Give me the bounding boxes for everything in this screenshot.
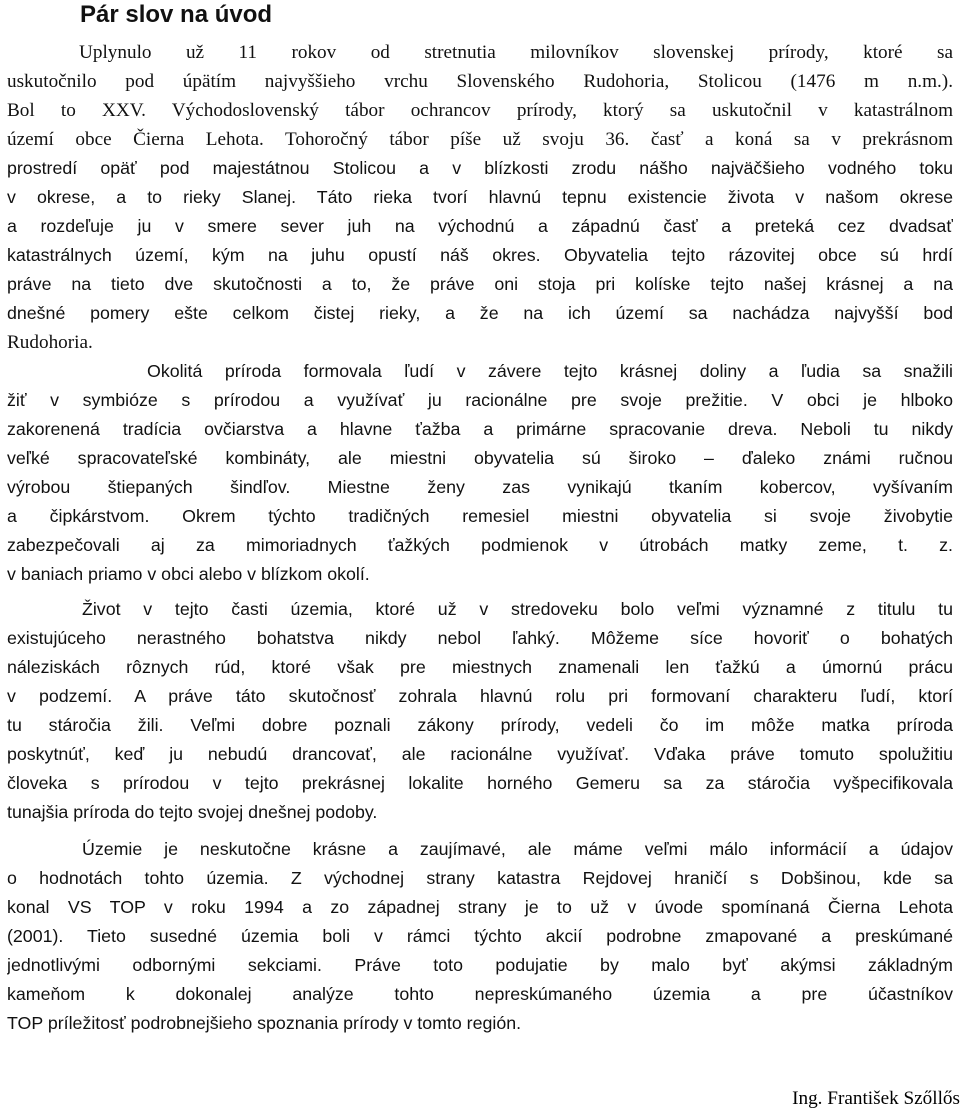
text-line: o hodnotách tohto územia. Z východnej strany katastra Rejdovej hraničí s Dobšinou, kde sa: [7, 868, 953, 888]
text-line: náleziskách rôznych rúd, ktoré však pre miestnych znamenali len ťažkú a úmornú prácu: [7, 657, 953, 677]
text-line: TOP príležitosť podrobnejšieho spoznania prírody v tomto región.: [7, 1013, 522, 1033]
document-page: [7, 0, 953, 1038]
text-line: človeka s prírodou v tejto prekrásnej lokalite horného Gemeru sa za stáročia vyšpecifikovala: [7, 773, 953, 793]
text-line: veľké spracovateľské kombináty, ale miestni obyvatelia sú široko – ďaleko známi ručnou: [7, 448, 953, 468]
paragraph-3: [7, 595, 953, 827]
text-line: Územie je neskutočne krásne a zaujímavé, ale máme veľmi málo informácií a údajov: [82, 839, 953, 859]
text-line: (2001). Tieto susedné územia boli v rámci týchto akcií podrobne zmapované a preskúmané: [7, 926, 953, 946]
text-line: prostredí opäť pod majestátnou Stolicou a v blízkosti zrodu nášho najväčšieho vodného toku: [7, 158, 953, 178]
text-line: uskutočnilo pod úpätím najvyššieho vrchu Slovenského Rudohoria, Stolicou (1476 m n.m.).: [7, 71, 953, 92]
text-line: Život v tejto časti územia, ktoré už v stredoveku bolo veľmi významné z titulu tu: [82, 599, 953, 619]
text-line: tu stáročia žili. Veľmi dobre poznali zákony prírody, vedeli čo im môže matka príroda: [7, 715, 953, 735]
text-line: výrobou štiepaných šindľov. Miestne ženy zas vynikajú tkaním kobercov, vyšívaním: [7, 477, 953, 497]
text-line: v baniach priamo v obci alebo v blízkom okolí.: [7, 564, 370, 584]
author-signature: Ing. František Szőllős: [792, 1088, 960, 1109]
text-line: zakorenená tradícia ovčiarstva a hlavne ťažba a primárne spracovanie dreva. Neboli tu nikdy: [7, 419, 953, 439]
text-line: práve na tieto dve skutočnosti a to, že práve oni stoja pri kolíske tejto našej krásnej a na: [7, 274, 953, 294]
text-line: konal VS TOP v roku 1994 a zo západnej strany je to už v úvode spomínaná Čierna Lehota: [7, 897, 953, 917]
text-line: Bol to XXV. Východoslovenský tábor ochrancov prírody, ktorý sa uskutočnil v katastrálnom: [7, 100, 953, 121]
text-line: existujúceho nerastného bohatstva nikdy nebol ľahký. Môžeme síce hovoriť o bohatých: [7, 628, 953, 648]
text-line: dnešné pomery ešte celkom čistej rieky, a že na ich území sa nachádza najvyšší bod: [7, 303, 953, 323]
text-line: žiť v symbióze s prírodou a využívať ju racionálne pre svoje prežitie. V obci je hlboko: [7, 390, 953, 410]
text-line: poskytnúť, keď ju nebudú drancovať, ale racionálne využívať. Vďaka práve tomuto spolužitiu: [7, 744, 953, 764]
text-line: v okrese, a to rieky Slanej. Táto rieka tvorí hlavnú tepnu existencie života v našom okrese: [7, 187, 953, 207]
text-line: jednotlivými odbornými sekciami. Práve toto podujatie by malo byť akýmsi základným: [7, 955, 953, 975]
text-line: Rudohoria.: [7, 332, 93, 353]
text-line: a čipkárstvom. Okrem týchto tradičných remesiel miestni obyvatelia si svoje živobytie: [7, 506, 953, 526]
text-line: Okolitá príroda formovala ľudí v závere tejto krásnej doliny a ľudia sa snažili: [147, 361, 953, 381]
text-line: kameňom k dokonalej analýze tohto nepreskúmaného územia a pre účastníkov: [7, 984, 953, 1004]
page-title: Pár slov na úvod: [80, 1, 273, 28]
paragraph-1: [7, 38, 953, 357]
text-line: katastrálnych území, kým na juhu opustí náš okres. Obyvatelia tejto rázovitej obce sú hrdí: [7, 245, 953, 265]
paragraph-gap: [7, 827, 953, 835]
text-line: v podzemí. A práve táto skutočnosť zohrala hlavnú rolu pri formovaní charakteru ľudí, ktorí: [7, 686, 953, 706]
text-line: a rozdeľuje ju v smere sever juh na východnú a západnú časť a preteká cez dvadsať: [7, 216, 953, 236]
text-line: zabezpečovali aj za mimoriadnych ťažkých podmienok v útrobách matky zeme, t. z.: [7, 535, 953, 555]
text-line: území obce Čierna Lehota. Tohoročný tábor píše už svoju 36. časť a koná sa v prekrásnom: [7, 129, 953, 150]
text-line: tunajšia príroda do tejto svojej dnešnej podoby.: [7, 802, 378, 822]
paragraph-2: [7, 357, 953, 589]
paragraph-4: [7, 835, 953, 1038]
text-line: Uplynulo už 11 rokov od stretnutia milovníkov slovenskej prírody, ktoré sa: [79, 42, 953, 63]
